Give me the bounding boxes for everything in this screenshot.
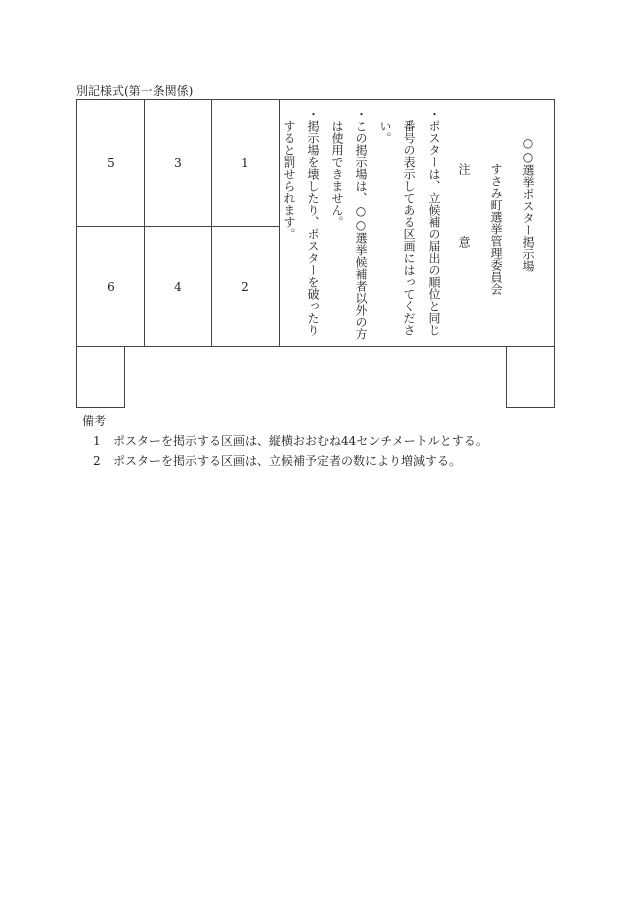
poster-board	[76, 99, 555, 347]
slot-divider	[211, 100, 212, 346]
slot-number-3: 3	[174, 156, 182, 170]
board-leg-left	[76, 347, 125, 408]
board-leg-right	[506, 347, 555, 408]
board-title: ○○選挙ポスター掲示場	[521, 136, 535, 272]
slot-number-5: 5	[107, 156, 115, 170]
slot-number-2: 2	[241, 280, 249, 294]
slot-number-1: 1	[241, 156, 249, 170]
notice-3-line-1: ・掲示場を壊したり、ポスターを破ったり	[306, 108, 320, 336]
notice-2-line-2: は使用できません。	[330, 120, 344, 228]
remark-text: ポスターを掲示する区画は、立候補予定者の数により増減する。	[113, 454, 462, 468]
remarks-title: 備考	[82, 414, 107, 428]
slot-number-6: 6	[107, 280, 115, 294]
slot-number-4: 4	[174, 280, 182, 294]
notice-1-line-1: ・ポスターは、立候補の届出の順位と同じ	[427, 108, 441, 336]
remark-number: 1	[93, 434, 101, 448]
notice-1-line-2: 番号の表示してある区画にはってくださ	[402, 120, 416, 336]
notice-1-line-3: い。	[378, 120, 392, 144]
form-caption: 別記様式(第一条関係)	[76, 84, 194, 98]
notice-heading-1: 注	[457, 163, 471, 175]
remark-item	[93, 452, 461, 469]
remark-number: 2	[93, 454, 101, 468]
notice-2-line-1: ・この掲示場は、○○選挙候補者以外の方	[354, 108, 368, 340]
remark-item	[93, 432, 488, 449]
row-divider	[77, 226, 279, 227]
remark-text: ポスターを掲示する区画は、縦横おおむね44センチメートルとする。	[113, 434, 488, 448]
slot-divider	[144, 100, 145, 346]
notice-3-line-2: すると罰せられます。	[282, 120, 296, 240]
notice-heading-2: 意	[457, 236, 471, 248]
committee-name: すさみ町選挙管理委員会	[489, 163, 503, 295]
panel-divider	[279, 100, 280, 346]
